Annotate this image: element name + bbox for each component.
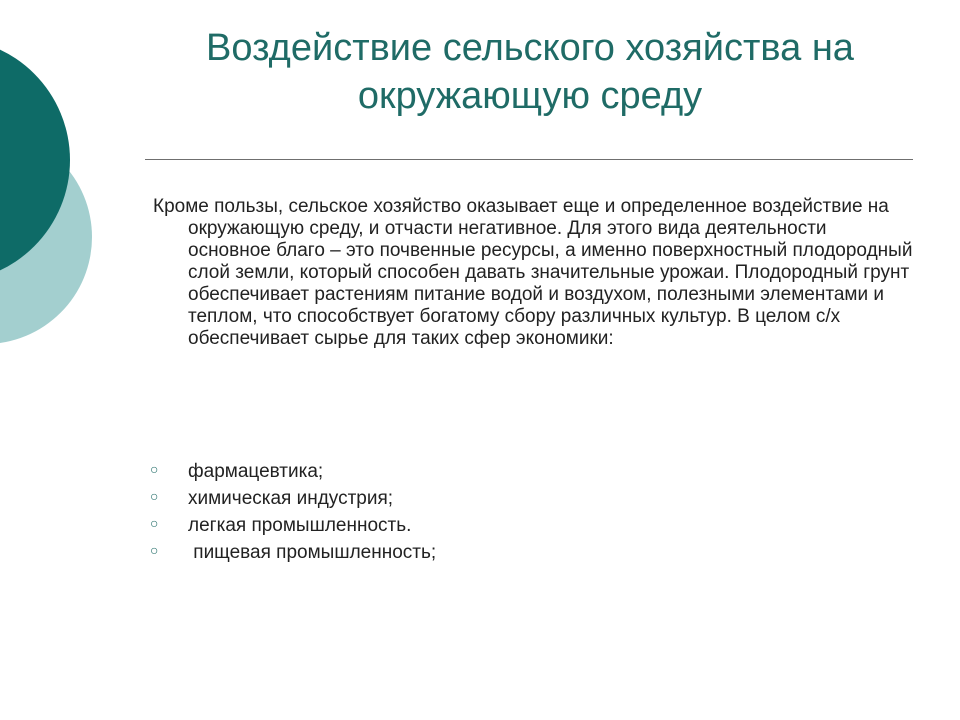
bullet-circle-icon: ○ [150,515,159,531]
bullet-circle-icon: ○ [150,461,159,477]
list-item-text: пищевая промышленность; [188,542,437,563]
list-item-text: фармацевтика; [188,461,324,482]
list-item-text: легкая промышленность. [188,515,412,536]
list-item [150,539,850,566]
list-item-text: химическая индустрия; [188,488,394,509]
body-paragraph: Кроме пользы, сельское хозяйство оказывает еще и определенное воздействие на окружающую среду, и отчасти негативное. Для этого вида деятельности основное благо – это почвенные ресурсы, а именно поверхностный плодородный слой земли, который способен давать значительные урожаи. Плодородный грунт обеспечивает растениям питание водой и воздухом, полезными элементами и теплом, что способствует богатому сбору различных культур. В целом с/х обеспечивает сырье для таких сфер экономики: [153,196,913,349]
title-divider [145,159,913,160]
bullet-circle-icon: ○ [150,542,159,558]
list-item [150,458,850,485]
bullet-list [150,458,850,566]
list-item [150,485,850,512]
slide-title: Воздействие сельского хозяйства на окружающую среду [206,27,854,117]
decorative-circles [0,0,120,400]
bullet-circle-icon: ○ [150,488,159,504]
list-item [150,512,850,539]
